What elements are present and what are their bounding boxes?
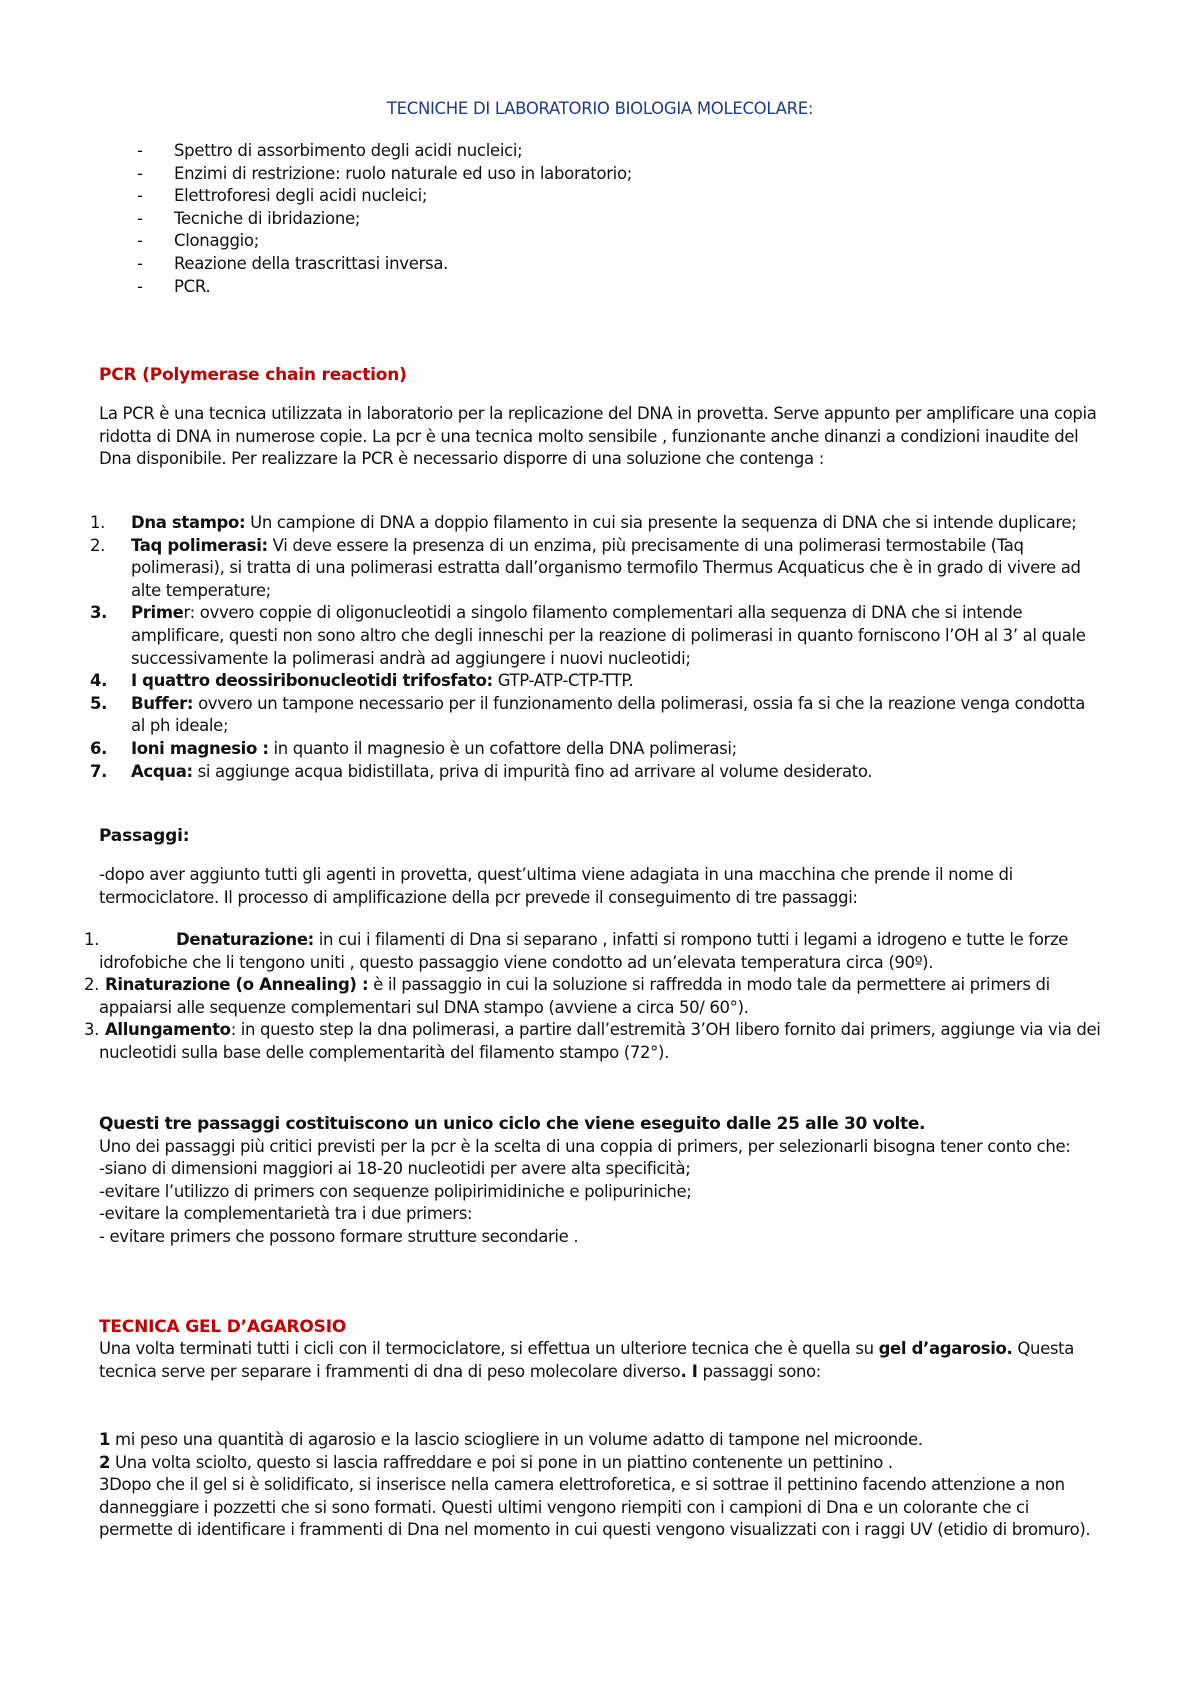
list-item: [137, 276, 632, 299]
gel-step-number: 3: [99, 1475, 110, 1495]
list-item: [137, 208, 632, 231]
gel-intro-text: [99, 1338, 1099, 1383]
list-item: [84, 929, 1104, 974]
primers-rule: -evitare la complementarietà tra i due primers:: [99, 1204, 473, 1224]
component-text: in quanto il magnesio è un cofattore della DNA polimerasi;: [268, 738, 737, 758]
list-item: [90, 738, 1100, 761]
gel-step-text: Dopo che il gel si è solidificato, si inserisce nella camera elettroforetica, e si sottrae il pettinino facendo attenzione a non danneggiare i pozzetti che si sono formati. Questi ultimi vengono riempiti con i campioni di Dna e un colorante che ci permette di identificare i frammenti di Dna nel momento in cui questi vengono visualizzati con i raggi UV (etidio di bromuro).: [99, 1475, 1091, 1540]
list-number: 2.: [90, 535, 106, 555]
gel-steps: [99, 1429, 1099, 1542]
list-item: [84, 1019, 1104, 1064]
list-item: [137, 185, 632, 208]
list-marker: -: [137, 141, 143, 160]
gel-step-number: 1: [99, 1430, 111, 1449]
list-marker: -: [137, 208, 143, 228]
primers-rule: -siano di dimensioni maggiori ai 18-20 nucleotidi per avere alta specificità;: [99, 1159, 691, 1179]
list-item: [137, 230, 632, 253]
topics-list: [137, 140, 632, 298]
list-item-text: Clonaggio;: [174, 231, 259, 251]
gel-heading: TECNICA GEL D’AGAROSIO: [99, 1317, 347, 1337]
component-text: r: ovvero coppie di oligonucleotidi a singolo filamento complementari alla sequenza di DNA che si intende amplificare, questi non sono altro che degli inneschi per la reazione di polimerasi in quanto forniscono l’OH al 3’ al quale successivamente la polimerasi andrà ad aggiungere i nuovi nucleotidi;: [131, 603, 1086, 668]
pcr-components-list: [90, 512, 1100, 783]
list-item: [137, 140, 632, 163]
list-marker: -: [137, 276, 143, 296]
step-term: Denaturazione:: [176, 930, 314, 949]
list-item: [90, 602, 1100, 670]
component-text: Un campione di DNA a doppio filamento in cui sia presente la sequenza di DNA che si intende duplicare;: [245, 513, 1077, 532]
primers-intro: Uno dei passaggi più critici previsti per la pcr è la scelta di una coppia di primers, per selezionarli bisogna tener conto che:: [99, 1136, 1071, 1156]
list-item: [90, 512, 1100, 535]
list-number: 4.: [90, 671, 108, 691]
list-item-text: Tecniche di ibridazione;: [174, 208, 361, 228]
component-text: si aggiunge acqua bidistillata, priva di impurità fino ad arrivare al volume desiderato.: [192, 761, 873, 781]
step-term: Allungamento: [105, 1020, 231, 1040]
steps-heading: Passaggi:: [99, 826, 190, 846]
primers-rule: - evitare primers che possono formare strutture secondarie .: [99, 1226, 579, 1246]
component-term: Taq polimerasi:: [131, 535, 268, 555]
list-item: [90, 693, 1100, 738]
gel-step: [99, 1429, 1099, 1452]
list-number: 5.: [90, 693, 108, 713]
pcr-intro: [99, 403, 1099, 471]
step-text: è il passaggio in cui la soluzione si raffredda in modo tale da permettere ai primers di appaiarsi alle sequenze complementari sul DNA stampo (avviene a circa 50/ 60°).: [99, 975, 1050, 1017]
gel-intro-part: Questa tecnica serve per separare i frammenti di dna di peso molecolare diverso: [99, 1339, 1075, 1381]
component-term: Acqua:: [131, 761, 193, 781]
cycle-note: Questi tre passaggi costituiscono un unico ciclo che viene eseguito dalle 25 alle 30 volte.: [99, 1114, 926, 1134]
gel-step-text: mi peso una quantità di agarosio e la lascio sciogliere in un volume adatto di tampone nel microonde.: [110, 1430, 923, 1449]
list-number: 7.: [90, 761, 108, 781]
list-item: [84, 974, 1104, 1019]
document-title: TECNICHE DI LABORATORIO BIOLOGIA MOLECOLARE:: [386, 99, 814, 118]
component-term: Prime: [131, 603, 184, 623]
list-item-text: PCR.: [174, 276, 211, 296]
step-text: in cui i filamenti di Dna si separano , infatti si rompono tutti i legami a idrogeno e tutte le forze idrofobiche che li tengono uniti , questo passaggio viene condotto ad un’elevata temperatura circa (90º).: [99, 930, 1069, 972]
list-item-text: Spettro di assorbimento degli acidi nucleici;: [174, 141, 523, 160]
primers-rule: -evitare l’utilizzo di primers con sequenze polipirimidiniche e polipuriniche;: [99, 1181, 692, 1201]
component-term: Dna stampo:: [131, 513, 246, 532]
list-number: 3.: [90, 603, 108, 623]
gel-intro-bold: gel d’agarosio.: [878, 1339, 1013, 1358]
component-text: ovvero un tampone necessario per il funzionamento della polimerasi, ossia fa si che la reazione venga condotta al ph ideale;: [131, 693, 1086, 736]
steps-intro-text: -dopo aver aggiunto tutti gli agenti in provetta, quest’ultima viene adagiata in una macchina che prende il nome di termociclatore. Il processo di amplificazione della pcr prevede il conseguimento di tre passaggi:: [99, 865, 1013, 907]
gel-intro-part: passaggi sono:: [697, 1361, 822, 1381]
list-number: 6.: [90, 738, 108, 758]
list-item: [90, 535, 1100, 603]
primers-block: [99, 1113, 1099, 1249]
component-term: Buffer:: [131, 693, 194, 713]
list-item-text: Reazione della trascrittasi inversa.: [174, 253, 449, 273]
list-number: 2.: [84, 975, 100, 995]
list-number: 1.: [84, 930, 100, 949]
gel-intro-part: Una volta terminati tutti i cicli con il termociclatore, si effettua un ulteriore tecnica che è quella su: [99, 1339, 879, 1358]
list-item: [90, 670, 1100, 693]
list-item: [137, 163, 632, 186]
list-marker: -: [137, 163, 143, 183]
pcr-heading: PCR (Polymerase chain reaction): [99, 365, 407, 385]
list-marker: -: [137, 186, 143, 206]
list-number: 1.: [90, 513, 106, 532]
component-term: I quattro deossiribonucleotidi trifosfato:: [131, 671, 493, 691]
step-term: Rinaturazione (o Annealing) :: [105, 975, 369, 995]
list-item-text: Enzimi di restrizione: ruolo naturale ed uso in laboratorio;: [174, 163, 633, 183]
gel-step-number: 2: [99, 1452, 111, 1472]
pcr-steps-list: [84, 929, 1104, 1065]
list-item: [90, 761, 1100, 784]
list-item-text: Elettroforesi degli acidi nucleici;: [174, 186, 428, 206]
list-number: 3.: [84, 1020, 100, 1040]
list-marker: -: [137, 231, 143, 251]
gel-step: [99, 1474, 1099, 1542]
list-item: [137, 253, 632, 276]
component-term: Ioni magnesio :: [131, 738, 269, 758]
list-marker: -: [137, 253, 143, 273]
gel-step: [99, 1452, 1099, 1475]
pcr-intro-text: La PCR è una tecnica utilizzata in laboratorio per la replicazione del DNA in provetta. Serve appunto per amplificare una copia ridotta di DNA in numerose copie. La pcr è una tecnica molto sensibile , funzionante anche dinanzi a condizioni inaudite del Dna disponibile. Per realizzare la PCR è necessario disporre di una soluzione che contenga :: [99, 404, 1097, 469]
step-text: : in questo step la dna polimerasi, a partire dall’estremità 3’OH libero fornito dai primers, aggiunge via via dei nucleotidi sulla base delle complementarità del filamento stampo (72°).: [99, 1020, 1101, 1062]
gel-intro-bold: . I: [680, 1361, 698, 1381]
component-text: Vi deve essere la presenza di un enzima, più precisamente di una polimerasi termostabile (Taq polimerasi), si tratta di una polimerasi estratta dall’organismo termofilo Thermus Acquaticus che è in grado di vivere ad alte temperature;: [131, 535, 1081, 600]
steps-intro: [99, 864, 1099, 909]
component-text: GTP-ATP-CTP-TTP.: [492, 671, 634, 691]
gel-intro: [99, 1338, 1099, 1383]
gel-step-text: Una volta sciolto, questo si lascia raffreddare e poi si pone in un piattino contenente un pettinino .: [110, 1452, 893, 1472]
